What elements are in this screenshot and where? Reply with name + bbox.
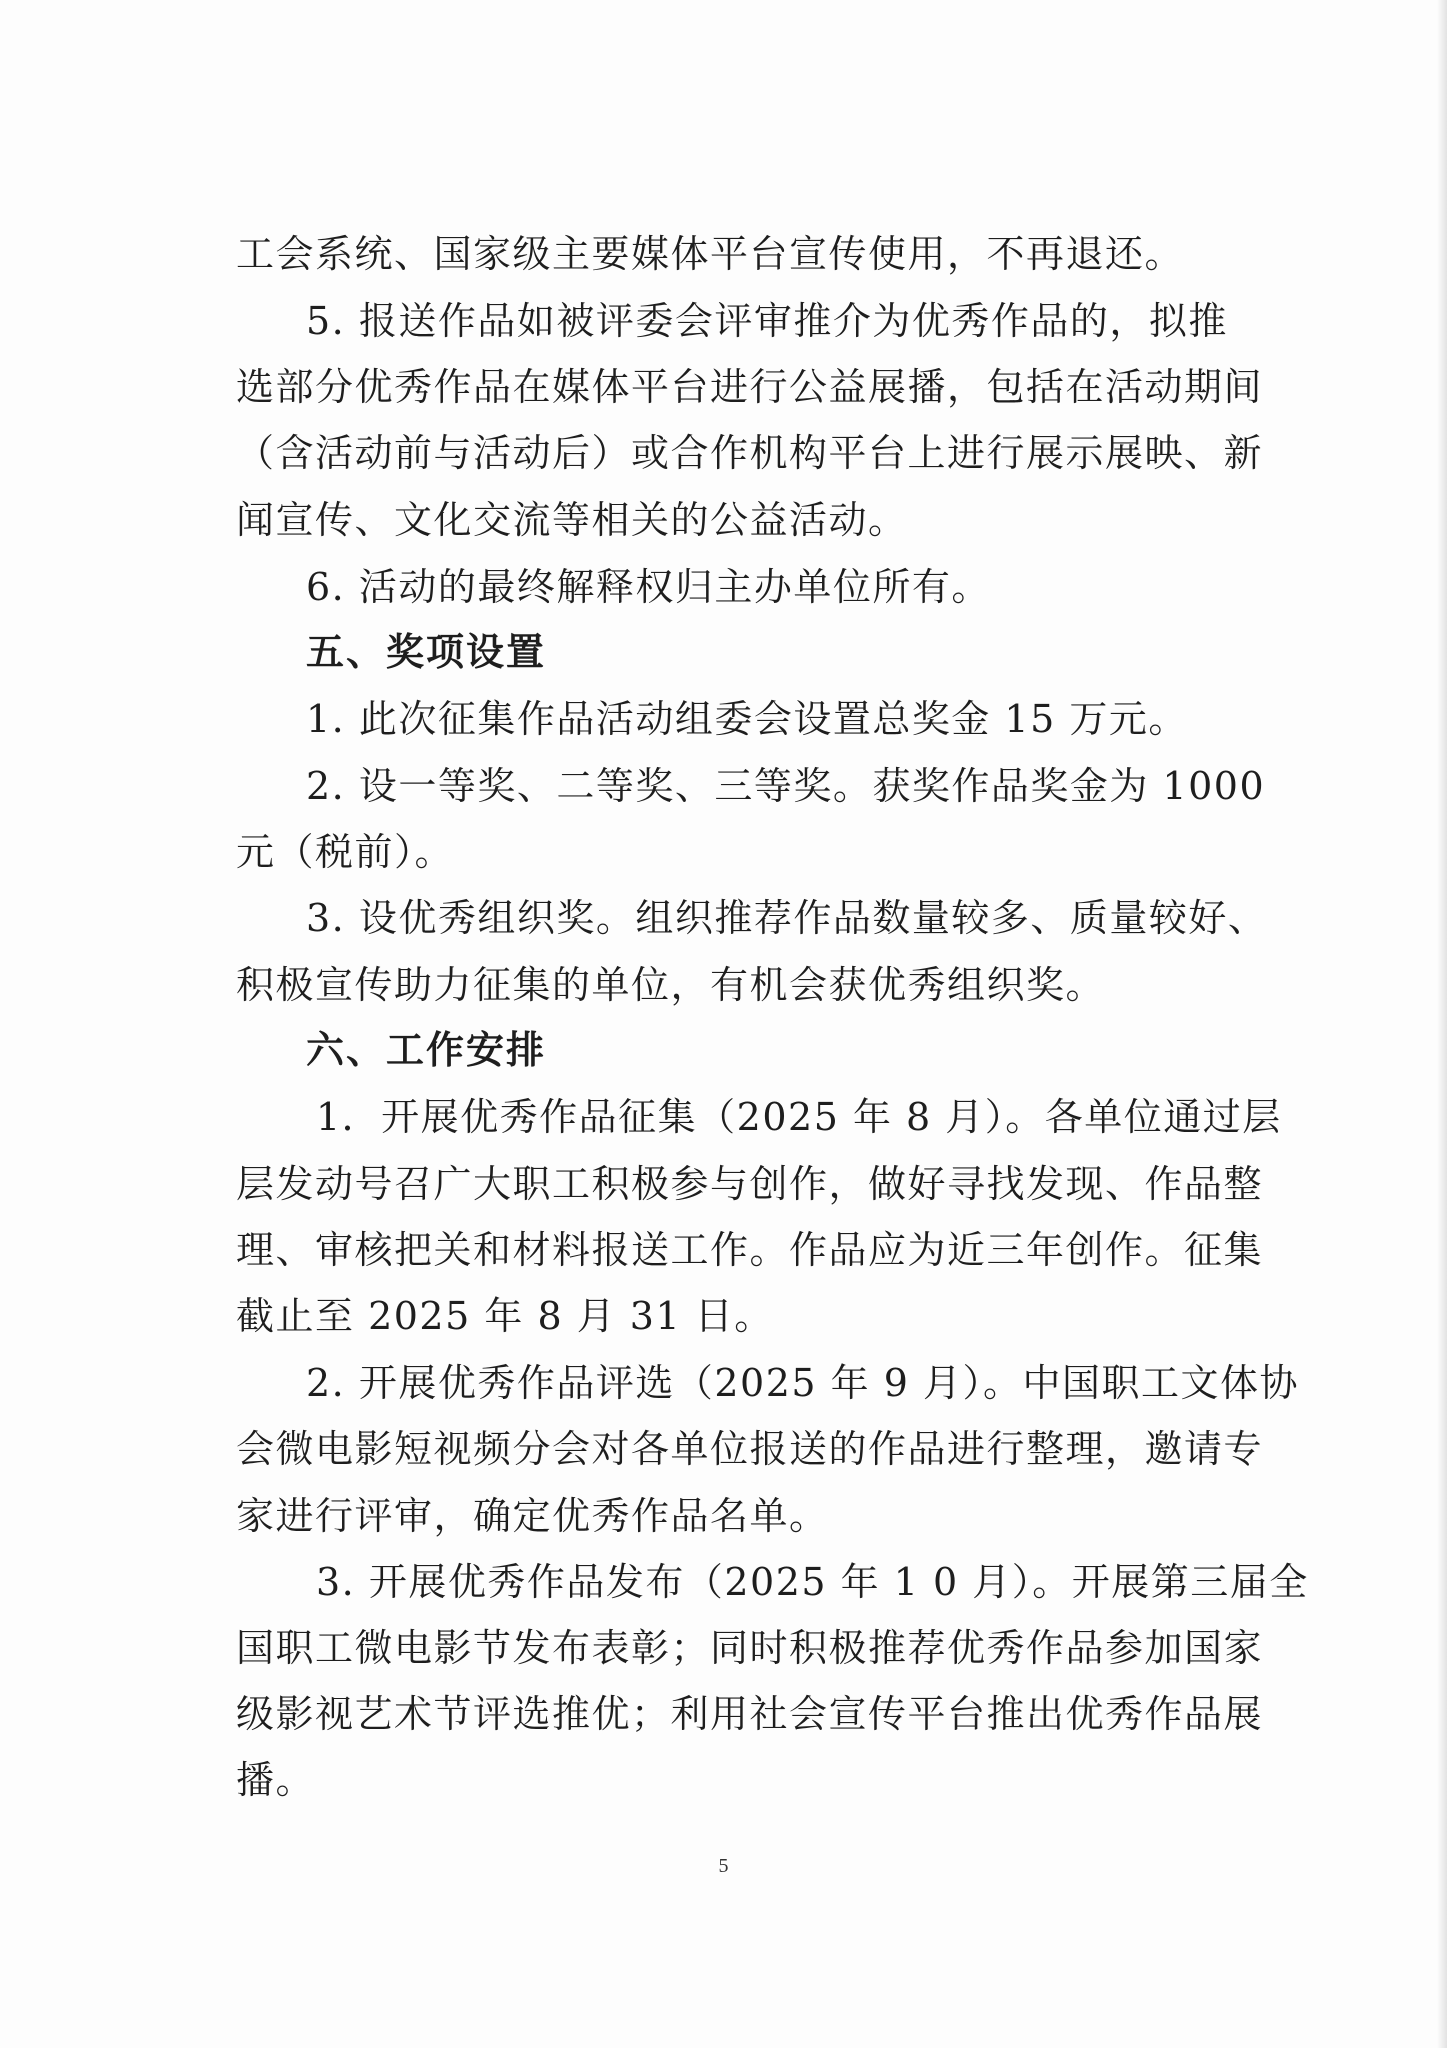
- text-line: （含活动前与活动后）或合作机构平台上进行展示展映、新: [236, 431, 1264, 475]
- text-line: 2. 设一等奖、二等奖、三等奖。获奖作品奖金为 1000: [306, 764, 1266, 808]
- text-line: 国职工微电影节发布表彰；同时积极推荐优秀作品参加国家: [236, 1626, 1264, 1670]
- section-heading-awards: 五、奖项设置: [306, 630, 547, 674]
- text-line: 1. 此次征集作品活动组委会设置总奖金 15 万元。: [306, 697, 1188, 741]
- text-line: 理、审核把关和材料报送工作。作品应为近三年创作。征集: [236, 1228, 1264, 1272]
- page-number: 5: [718, 1855, 729, 1877]
- text-line: 会微电影短视频分会对各单位报送的作品进行整理，邀请专: [236, 1427, 1264, 1471]
- text-line: 3. 设优秀组织奖。组织推荐作品数量较多、质量较好、: [306, 896, 1268, 940]
- text-line: 播。: [236, 1758, 316, 1802]
- text-line: 2. 开展优秀作品评选（2025 年 9 月）。中国职工文体协: [306, 1361, 1299, 1405]
- text-line: 家进行评审，确定优秀作品名单。: [236, 1494, 829, 1538]
- text-line: 3. 开展优秀作品发布（2025 年 1 0 月）。开展第三届全: [316, 1560, 1309, 1604]
- text-line: 层发动号召广大职工积极参与创作，做好寻找发现、作品整: [236, 1162, 1264, 1206]
- text-line: 工会系统、国家级主要媒体平台宣传使用，不再退还。: [236, 232, 1185, 276]
- text-line: 元（税前）。: [236, 830, 455, 874]
- text-line: 积极宣传助力征集的单位，有机会获优秀组织奖。: [236, 963, 1106, 1007]
- page-edge-shadow: [1437, 0, 1447, 2048]
- text-line: 选部分优秀作品在媒体平台进行公益展播，包括在活动期间: [236, 365, 1264, 409]
- text-line: 闻宣传、文化交流等相关的公益活动。: [236, 498, 908, 542]
- section-heading-schedule: 六、工作安排: [306, 1028, 547, 1072]
- text-line: 截止至 2025 年 8 月 31 日。: [236, 1294, 774, 1338]
- text-line: 1．开展优秀作品征集（2025 年 8 月）。各单位通过层: [316, 1095, 1282, 1139]
- text-line: 级影视艺术节评选推优；利用社会宣传平台推出优秀作品展: [236, 1692, 1264, 1736]
- text-line: 5. 报送作品如被评委会评审推介为优秀作品的，拟推: [306, 299, 1228, 343]
- text-line: 6. 活动的最终解释权归主办单位所有。: [306, 565, 991, 609]
